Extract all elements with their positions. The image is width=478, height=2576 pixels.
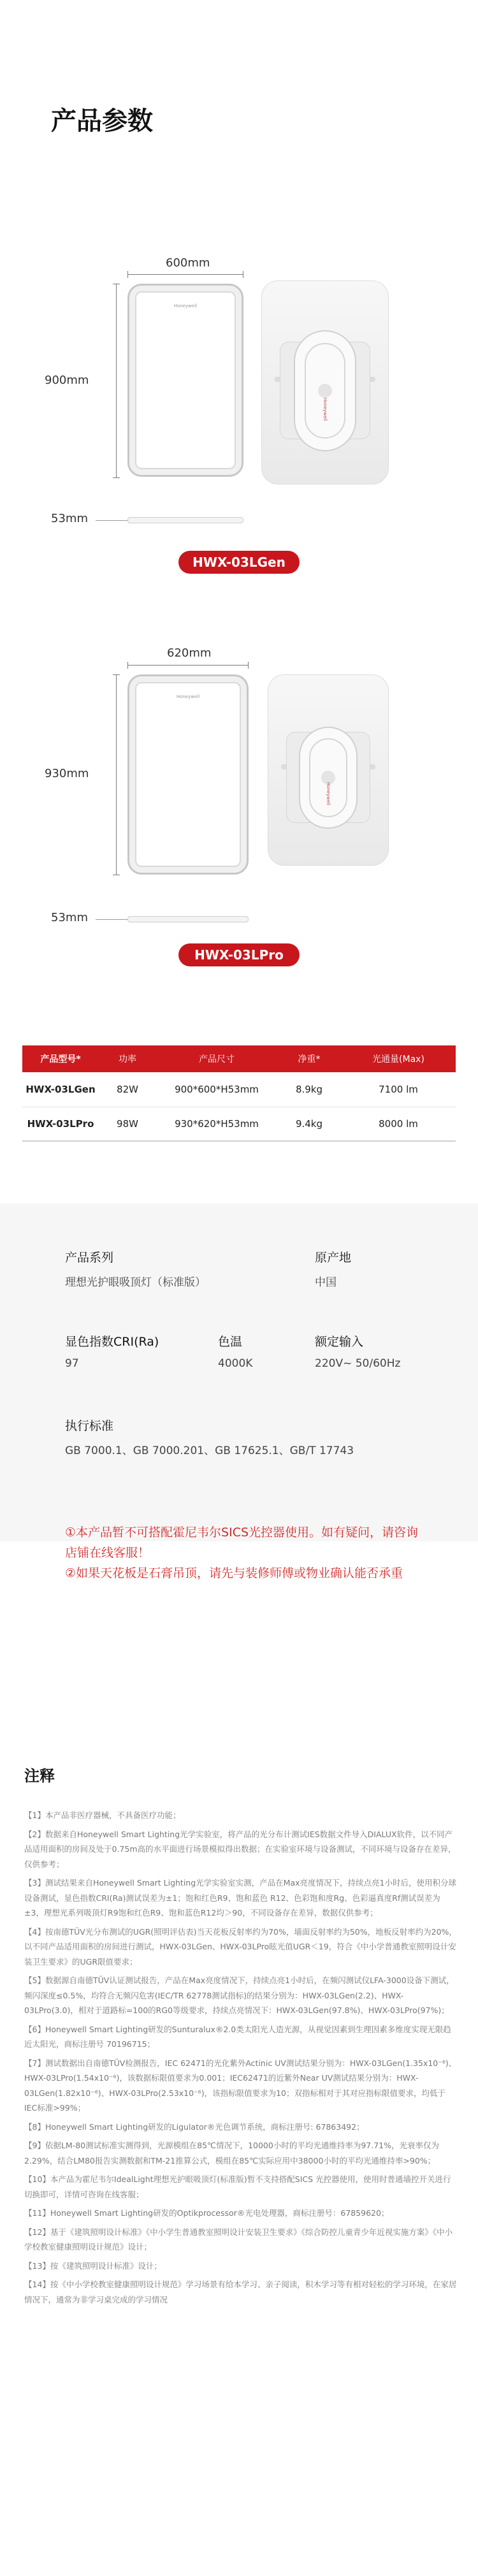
table-header-row xyxy=(22,1045,456,1072)
standard-field xyxy=(65,1416,354,1457)
width-dimension-line xyxy=(127,274,243,275)
note-item: 【10】本产品为霍尼韦尔IdealLight理想光护眼吸顶灯(标准版)暂不支持搭配SICS 光控器使用，使用时普通墙控开关进行切换即可，详情可咨询在线客服； xyxy=(24,2174,451,2199)
header-power: 功率 xyxy=(99,1045,156,1072)
series-field xyxy=(65,1248,206,1289)
height-dimension-line xyxy=(116,674,117,875)
notice-block xyxy=(65,1522,428,1583)
cell-weight: 9.4kg xyxy=(277,1107,341,1141)
cell-model: HWX-03LGen xyxy=(22,1072,99,1107)
note-item: 【5】数据源自南德TÜV认证测试报告，产品在Max亮度情况下，持续点亮1小时后，在频闪测试仪LFA-3000设备下测试，频闪深度≤0.5%，均符合无频闪危害(IEC/TR 62778测试指标)的结果分别为：HWX-03LGen(2.2)、HWX-03LPro(3.0)，相对于道路标=100的RG0等级要求，持续点亮情况下：HWX-03LGen(97.8%)、HWX-03LPro(97%)； xyxy=(24,1976,454,2015)
cell-weight: 8.9kg xyxy=(277,1072,341,1107)
ceiling-light-side xyxy=(127,916,249,922)
input-field xyxy=(315,1332,400,1370)
height-label: 930mm xyxy=(45,767,89,780)
width-dimension-line xyxy=(127,665,249,666)
driver-housing xyxy=(299,727,358,829)
ceiling-light-back xyxy=(268,674,389,866)
note-item: 【11】Honeywell Smart Lighting研发的Optikprocessor®光电处理器，商标注册号：67859620； xyxy=(24,2208,389,2218)
back-logo: Honeywell xyxy=(322,398,328,421)
cri-value: 97 xyxy=(65,1357,79,1370)
notice-sics: ①本产品暂不可搭配霍尼韦尔SICS光控器使用。如有疑问，请咨询店铺在线客服！ xyxy=(65,1525,419,1560)
width-label: 600mm xyxy=(166,256,210,270)
note-item: 【9】依据LM-80测试标准实测得到，光源模组在85℃情况下，10000小时的平均光通维持率为97.71%，光衰率仅为2.29%，结合LM80报告实测数据和TM-21推算公式，模组在85℃实际应用中38000小时的平均光通维持率>90%； xyxy=(24,2141,439,2165)
back-recess xyxy=(280,342,370,439)
depth-label: 53mm xyxy=(51,911,88,924)
series-label: 产品系列 xyxy=(65,1251,114,1265)
cell-model: HWX-03LPro xyxy=(22,1107,99,1141)
depth-guide xyxy=(96,919,127,920)
cct-value: 4000K xyxy=(218,1357,253,1370)
info-card xyxy=(0,1204,478,1541)
cell-size: 900*600*H53mm xyxy=(156,1072,277,1107)
back-recess xyxy=(286,732,370,823)
table-row xyxy=(22,1107,456,1141)
notice-ceiling: ②如果天花板是石膏吊顶，请先与装修师傅或物业确认能否承重 xyxy=(65,1566,403,1580)
cri-field xyxy=(65,1332,159,1370)
ceiling-light-back xyxy=(261,280,389,484)
table-row xyxy=(22,1072,456,1107)
series-value: 理想光护眼吸顶灯（标准版） xyxy=(65,1276,206,1289)
cct-label: 色温 xyxy=(218,1335,243,1349)
depth-label: 53mm xyxy=(51,512,88,525)
cell-lumen: 7100 lm xyxy=(341,1072,456,1107)
depth-guide xyxy=(96,520,127,521)
driver-center xyxy=(318,384,332,398)
cell-size: 930*620*H53mm xyxy=(156,1107,277,1141)
driver-housing xyxy=(294,330,356,451)
note-item: 【7】测试数据出自南德TÜV检测报告，IEC 62471的光化紫外Actinic UV测试结果分别为：HWX-03LGen(1.35x10⁻⁶)、HWX-03LPro(1.54x10⁻⁶)，该数据标限值要求为0.001；IEC62471的近紫外Near UV测试结果分别为：HWX-03LGen(1.82x10⁻⁶)、HWX-03LPro(2.53x10⁻⁶)，该指标限值要求为10；双指标相对于其对应指标限值要求，均低于IEC标准>99%； xyxy=(24,2058,457,2113)
note-item: 【1】本产品非医疗器械，不具备医疗功能； xyxy=(24,1810,181,1820)
note-item: 【4】按南德TÜV光分布测试的UGR(照明评估表)当天花板反射率约为70%，墙面反射率约为50%，地板反射率约为20%，以不同产品适用面积的房间进行测试，HWX-03LGen、HWX-03LPro眩光值UGR＜19，符合《中小学普通教室照明设计安装卫生要求》的UGR限值要求； xyxy=(24,1926,457,1967)
cell-power: 82W xyxy=(99,1072,156,1107)
standard-label: 执行标准 xyxy=(65,1419,114,1433)
standard-value: GB 7000.1、GB 7000.201、GB 17625.1、GB/T 17743 xyxy=(65,1444,354,1457)
panel-logo: Honeywell xyxy=(176,694,200,699)
width-label: 620mm xyxy=(167,646,212,660)
height-label: 900mm xyxy=(45,374,89,387)
ceiling-light-front xyxy=(127,284,243,477)
note-item: 【2】数据来自Honeywell Smart Lighting光学实验室，将产品的光分布计测试IES数据文件导入DIALUX软件，以不同产品适用面积的房间及处于0.75m高的水平面进行场景模拟得出数据；在实验室环境与设备测试，不同环境与设备存在差异，仅供参考； xyxy=(24,1829,456,1869)
note-item: 【12】基于《建筑照明设计标准》《中小学生普通教室照明设计安装卫生要求》《综合防控儿童青少年近视实施方案》《中小学校教室健康照明设计规范》设计； xyxy=(24,2227,453,2252)
header-model: 产品型号* xyxy=(22,1045,99,1072)
back-logo: Honeywell xyxy=(326,782,331,806)
notes-title: 注释 xyxy=(24,1767,55,1785)
input-value: 220V~ 50/60Hz xyxy=(315,1357,401,1370)
notes-list xyxy=(24,1808,458,2311)
model-tag-pro: HWX-03LPro xyxy=(178,943,300,966)
note-item: 【13】按《建筑照明设计标准》设计； xyxy=(24,2260,162,2271)
header-size: 产品尺寸 xyxy=(156,1045,277,1072)
note-item: 【14】按《中小学校教室健康照明设计规范》学习场景有给本学习、亲子阅读，积木学习等有相对轻松的学习环境，在家居情况下，通常为非学习桌完成的学习情况 xyxy=(24,2280,457,2304)
panel-logo: Honeywell xyxy=(173,303,198,309)
cri-label: 显色指数CRI(Ra) xyxy=(65,1335,159,1349)
note-item: 【3】测试结果来自Honeywell Smart Lighting光学实验室实测，产品在Max亮度情况下，持续点亮1小时后，使用积分球设备测试，显色指数CRI(Ra)测试误差为±1；饱和红色R9、饱和蓝色 R12、色彩饱和度Rg、色彩逼真度Rf测试误差为±3，理想光系列吸顶灯R9饱和红色R9、饱和蓝色R12均＞90，不同设备存在差异，数据仅供参考； xyxy=(24,1878,456,1917)
note-item: 【8】Honeywell Smart Lighting研发的Ligulator®光色调节系统，商标注册号: 67863492； xyxy=(24,2121,365,2132)
ceiling-light-front xyxy=(127,674,249,875)
cct-field xyxy=(218,1332,252,1370)
header-weight: 净重* xyxy=(277,1045,341,1072)
origin-label: 原产地 xyxy=(315,1251,352,1265)
origin-field xyxy=(315,1248,351,1289)
header-lumen: 光通量(Max) xyxy=(341,1045,456,1072)
origin-value: 中国 xyxy=(315,1276,337,1289)
ceiling-light-side xyxy=(127,517,243,523)
page-title: 产品参数 xyxy=(51,106,153,136)
height-dimension-line xyxy=(116,284,117,478)
cell-power: 98W xyxy=(99,1107,156,1141)
cell-lumen: 8000 lm xyxy=(341,1107,456,1141)
model-tag-gen: HWX-03LGen xyxy=(178,551,300,574)
input-label: 额定输入 xyxy=(315,1335,364,1349)
note-item: 【6】Honeywell Smart Lighting研发的Sunturalux®2.0类太阳光人造光源，从视觉因素到生理因素多维度实现无限趋近太阳光，商标注册号 70196715； xyxy=(24,2024,451,2049)
spec-table xyxy=(22,1045,456,1142)
